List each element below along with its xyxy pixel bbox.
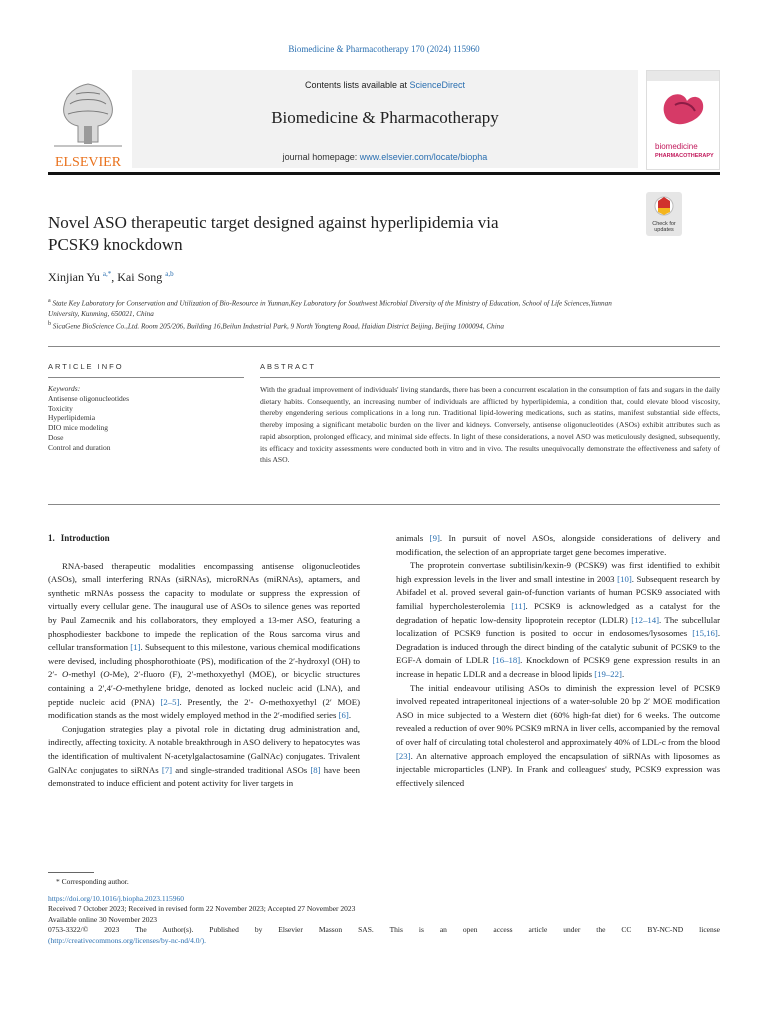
citation-link[interactable]: [16–18]	[492, 655, 521, 666]
article-footer	[48, 877, 720, 947]
journal-citation[interactable]: Biomedicine & Pharmacotherapy 170 (2024) 115960	[288, 44, 480, 54]
available-online-date: Available online 30 November 2023	[48, 914, 157, 924]
citation-link[interactable]: [6]	[338, 710, 349, 721]
journal-header-box	[132, 70, 638, 168]
author-affiliation-mark[interactable]: a,b	[165, 270, 174, 278]
journal-homepage-link[interactable]: www.elsevier.com/locate/biopha	[359, 152, 488, 162]
keywords-list	[48, 384, 244, 453]
svg-text:biomedicine: biomedicine	[655, 142, 698, 151]
keyword-item: Antisense oligonucleotides	[48, 393, 130, 403]
citation-link[interactable]: [9]	[429, 533, 440, 543]
article-title: Novel ASO therapeutic target designed against hyperlipidemia via PCSK9 knockdown	[48, 213, 499, 254]
svg-text:updates: updates	[654, 227, 674, 233]
keyword-item: Hyperlipidemia	[48, 413, 96, 423]
citation-link[interactable]: [10]	[617, 573, 632, 584]
divider	[260, 377, 720, 378]
citation-link[interactable]: [19–22]	[594, 668, 622, 679]
keyword-item: Toxicity	[48, 403, 73, 413]
affiliations: $^a$ State Key Laboratory for Conservation and Utilization of Bio-Resource in Yunnan,Key Laboratory for Southwest Microbial Diversity of the Ministry of Education, School of Life Sciences,Yunnan University, Kunming, 650021, China $^b$ SicaGene BioScience Co.,Ltd. Room 205/206, Building 16,Beilun Industrial Park, 9 North Yongteng Road, Haidian District Beijing, Beijing 1000094, China	[48, 298, 612, 331]
footnote-rule	[48, 872, 94, 873]
citation-link[interactable]: [1]	[130, 642, 141, 653]
keyword-item: Dose	[48, 432, 64, 442]
body-paragraph: animals [9]. In pursuit of novel ASOs, alongside considerations of delivery and modification, the selection of an appropriate target gene becomes imperative.	[396, 533, 720, 557]
journal-title: Biomedicine & Pharmacotherapy	[271, 108, 499, 127]
article-info-heading: ARTICLE INFO	[48, 362, 124, 371]
citation-link[interactable]: [11]	[511, 600, 526, 611]
svg-text:ELSEVIER: ELSEVIER	[54, 155, 122, 168]
body-column-left	[48, 532, 360, 791]
citation-link[interactable]: [15,16]	[692, 628, 718, 639]
elsevier-logo	[48, 76, 128, 168]
abstract-heading: ABSTRACT	[260, 362, 317, 371]
svg-text:PHARMACOTHERAPY: PHARMACOTHERAPY	[655, 153, 714, 159]
corresponding-author-note: * Corresponding author.	[56, 877, 129, 886]
homepage-line: journal homepage: www.elsevier.com/locate/biopha	[282, 152, 488, 162]
sciencedirect-link[interactable]: ScienceDirect	[409, 80, 466, 90]
body-paragraph: The initial endeavour utilising ASOs to diminish the expression level of PCSK9 involved repeated intraperitoneal injections of a water-soluble 20 bp 2′ MOE modification ASO in mice subjected to a Western diet (60% high-fat diet) for 6 weeks. The outcome revealed a reduction of over 90% PCSK9 mRNA in liver cells, accompanied by the removal of over half of circulating total cholesterol and approximately 40% of LDL-c from the blood [23]. An alternative approach employed the encapsulation of siRNAs with liposomes as injectable microparticles (LNP). In Frank and colleagues' study, PCSK9 expression was effectively silenced	[396, 682, 720, 788]
header-rule	[48, 172, 720, 175]
divider	[48, 504, 720, 505]
received-dates: Received 7 October 2023; Received in revised form 22 November 2023; Accepted 27 November 2023	[48, 904, 356, 914]
journal-cover-thumbnail[interactable]	[646, 70, 720, 170]
license-statement: 0753-3322/© 2023 The Author(s). Published by Elsevier Masson SAS. This is an open access article under the CC BY-NC-ND license	[48, 925, 720, 935]
author-name[interactable]: Xinjian Yu	[48, 270, 100, 284]
citation-link[interactable]: [12–14]	[631, 614, 659, 625]
author-list: Xinjian Yu $^{a,*}$, Kai Song $^{a,b}$	[48, 270, 174, 284]
citation-link[interactable]: [8]	[310, 764, 321, 775]
body-column-right	[396, 532, 720, 790]
author-name[interactable]: Kai Song	[117, 270, 163, 284]
contents-line: Contents lists available at ScienceDirect	[304, 80, 466, 90]
author-affiliation-mark[interactable]: a,*	[102, 270, 112, 278]
keyword-item: DIO mice modeling	[48, 423, 108, 433]
body-paragraph: The proprotein convertase subtilisin/kexin-9 (PCSK9) was first identified to exhibit high expression levels in the liver and small intestine in 2003 [10]. Subsequent research by Abifadel et al. proved several gain-of-function variants of human PCSK9 associated with familial hypercholesterolemia [11]. PCSK9 is acknowledged as a catalyst for the degradation of hepatic low-density lipoprotein receptor (LDLR) [12–14]. The subcellular localization of PCSK9 function is posited to occur in endosomes/lysosomes [15,16]. Degradation is induced through the direct binding of the catalytic subunit of PCSK9 to the EGF-A domain of LDLR [16–18]. Knockdown of PCSK9 gene expression results in an increase in hepatic LDLR and a decrease in blood lipids [19–22].	[396, 560, 720, 679]
section-heading: 1. Introduction	[48, 533, 110, 543]
affiliation-b: SicaGene BioScience Co.,Ltd. Room 205/206, Building 16,Beilun Industrial Park, 9 North Yongteng Road, Haidian District Beijing, Beijing 1000094, China	[52, 322, 504, 331]
keywords-label: Keywords:	[48, 384, 81, 393]
svg-text:Check for: Check for	[652, 221, 676, 227]
body-paragraph: Conjugation strategies play a pivotal role in dictating drug administration and, indirectly, affecting toxicity. A notable breakthrough in ASO delivery to hepatocytes was the identification of multivalent N-acetylgalactosamine (GalNAc) conjugates. Trivalent GalNAc conjugates to siRNAs [7] and single-stranded traditional ASOs [8] have been demonstrated to induce efficient and potent activity for liver targets in	[48, 723, 360, 789]
doi-link[interactable]: https://doi.org/10.1016/j.biopha.2023.115960	[48, 893, 185, 903]
citation-link[interactable]: [7]	[161, 764, 173, 775]
keyword-item: Control and duration	[48, 442, 111, 452]
abstract-text: With the gradual improvement of individuals' living standards, there has been a concurrent escalation in the consumption of fats and sugars in the daily dietary habits. Consequently, an increasing number of individuals are afflicted by hyperlipidemia, a condition that, could elevate blood viscosity, thereby engendering serious complications in a long run. Traditional lipid-lowering medications, such as statins, manifest substantial side effects, thereby imposing a significant metabolic burden on the liver and kidneys. Conversely, antisense oligonucleotides (ASOs) exhibit attributes such as rapid absorption, prolonged efficacy, and minimal side effects. In light of these considerations, a novel ASO was meticulously designed, subsequently, its efficacy and toxicity assessments were conducted both in vitro and in vivo. The results unequivocally demonstrate the effectiveness and safety of this ASO.	[260, 385, 720, 465]
divider	[48, 346, 720, 347]
divider	[48, 377, 244, 378]
check-for-updates-badge[interactable]	[646, 192, 682, 236]
citation-link[interactable]: [2–5]	[160, 696, 180, 707]
citation-link[interactable]: [23]	[396, 750, 411, 761]
license-link[interactable]: (http://creativecommons.org/licenses/by-nc-nd/4.0/).	[48, 935, 206, 945]
journal-masthead	[48, 70, 720, 170]
body-paragraph: RNA-based therapeutic modalities encompassing antisense oligonucleotides (ASOs), small interfering RNAs (siRNAs), microRNAs (miRNAs), aptamers, and synthetic mRNAs possess the capacity to modulate or suppress the expression of virtually every cellular gene. The inaugural use of ASOs to silence genes was reported by Paul Zamecnik and his collaborators, they employed a 13-mer ASO, featuring a phosphodiester backbone to impede the replication of the Rous sarcoma virus and cellular transformation [1]. Subsequent to this milestone, various chemical modifications were devised, including phosphorothioate (PS), modification of the 2′-hydroxyl (OH) to 2′- O-methyl (O-Me), 2′-fluoro (F), 2′-methoxyethyl (MOE), or bicyclic structures containing a 2′,4′-O-methylene bridge, denoted as locked nucleic acid (LNA), and peptide nucleic acid (PNA) [2–5]. Presently, the 2′- O-methoxyethyl (2′ MOE) modification stands as the most widely employed method in the 2′-modified series [6].	[48, 560, 361, 721]
affiliation-a: State Key Laboratory for Conservation and Utilization of Bio-Resource in Yunnan,Key Laboratory for Southwest Microbial Diversity of the Ministry of Education, School of Life Sciences,Yunnan University, Kunming, 650021, China	[48, 299, 612, 318]
